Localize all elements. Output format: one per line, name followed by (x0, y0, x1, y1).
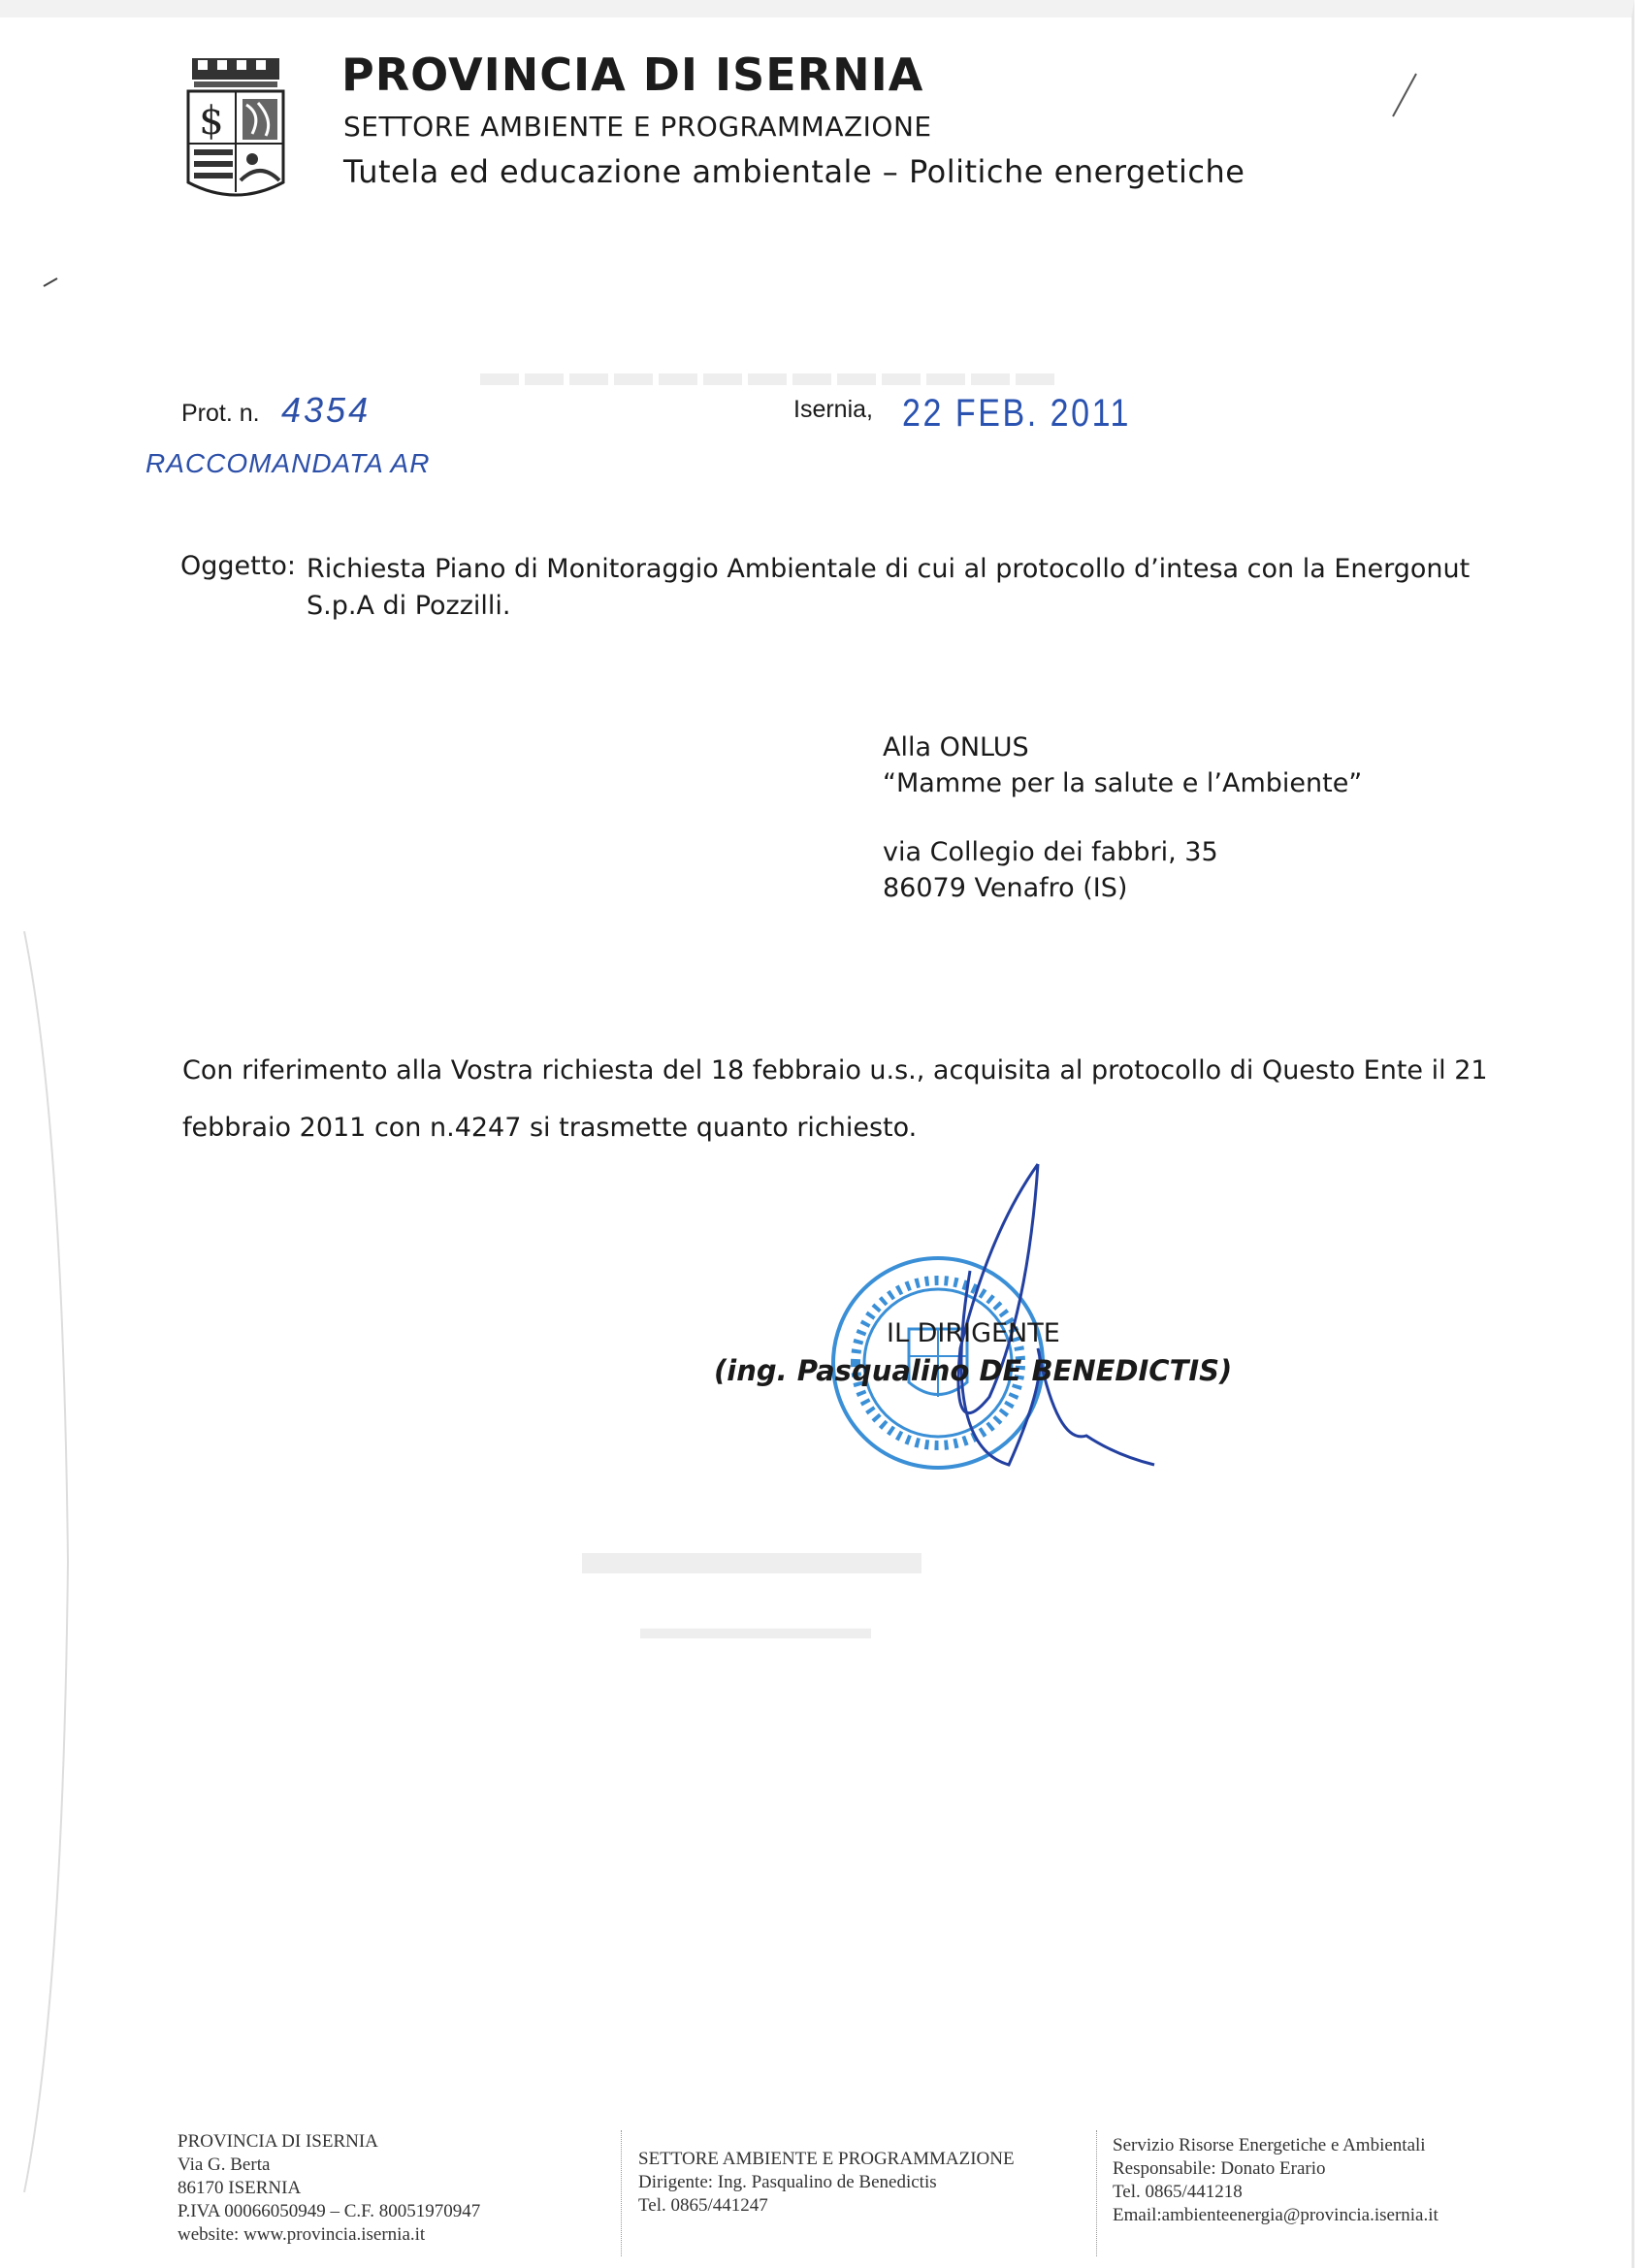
show-through-text: ▬▬▬▬▬▬▬ (640, 1610, 871, 1646)
staple-mark (1387, 70, 1422, 120)
show-through-text: ▬▬▬▬▬ (582, 1514, 922, 1589)
protocol-number-handwritten: 4354 (281, 390, 372, 430)
date-stamp: 22 FEB. 2011 (902, 392, 1131, 435)
recipient-line-1: Alla ONLUS (883, 732, 1029, 762)
footer-line: Via G. Berta (178, 2155, 271, 2175)
subject-line-2: S.p.A di Pozzilli. (307, 591, 511, 621)
footer-divider (621, 2130, 622, 2256)
footer-line: PROVINCIA DI ISERNIA (178, 2131, 378, 2152)
recipient-address (883, 729, 1362, 906)
footer-line: SETTORE AMBIENTE E PROGRAMMAZIONE (638, 2149, 1015, 2169)
footer-line: website: www.provincia.isernia.it (178, 2224, 426, 2245)
body-paragraph: Con riferimento alla Vostra richiesta del 18 febbraio u.s., acquisita al protocollo di Questo Ente il 21 febbraio 2011 con n.4247 si trasmette quanto richiesto. (182, 1055, 1488, 1143)
footer-line: 86170 ISERNIA (178, 2178, 302, 2198)
show-through-text: ▬▬▬▬▬▬▬▬▬▬▬▬▬ (480, 350, 1060, 394)
footer-divider (1096, 2130, 1097, 2256)
paper-fold-shadow (19, 931, 78, 2192)
recipient-line-2: “Mamme per la salute e l’Ambiente” (883, 768, 1363, 798)
subject-text (307, 551, 1500, 625)
signature-title: IL DIRIGENTE (887, 1318, 1060, 1348)
footer-line: Email:ambienteenergia@provincia.isernia.it (1113, 2205, 1439, 2225)
footer-line: Dirigente: Ing. Pasqualino de Benedictis (638, 2172, 937, 2192)
signature-name: (ing. Pasqualino DE BENEDICTIS) (714, 1354, 1233, 1387)
svg-text:$: $ (199, 99, 224, 144)
footer-column-sector (638, 2148, 1015, 2218)
header-department: SETTORE AMBIENTE E PROGRAMMAZIONE (343, 111, 932, 143)
footer-line: Servizio Risorse Energetiche e Ambientali (1113, 2135, 1426, 2155)
footer-column-service (1113, 2134, 1439, 2227)
footer-line: P.IVA 00066050949 – C.F. 80051970947 (178, 2201, 481, 2221)
ink-mark (43, 277, 58, 287)
header-title: PROVINCIA DI ISERNIA (341, 49, 924, 101)
header-office: Tutela ed educazione ambientale – Politiche energetiche (343, 153, 1245, 190)
subject-label: Oggetto: (180, 551, 296, 581)
letter-place: Isernia, (793, 396, 873, 423)
footer-line: Tel. 0865/441247 (638, 2195, 768, 2216)
recipient-street: via Collegio dei fabbri, 35 (883, 837, 1218, 867)
delivery-note-handwritten: RACCOMANDATA AR (146, 448, 431, 478)
footer-line: Responsabile: Donato Erario (1113, 2158, 1326, 2179)
subject-line-1: Richiesta Piano di Monitoraggio Ambientale di cui al protocollo d’intesa con la Energonut (307, 554, 1471, 584)
recipient-city: 86079 Venafro (IS) (883, 873, 1128, 903)
protocol-label: Prot. n. (181, 400, 260, 427)
footer-line: Tel. 0865/441218 (1113, 2182, 1243, 2202)
province-crest-logo (184, 56, 287, 208)
footer-column-province (178, 2130, 480, 2247)
